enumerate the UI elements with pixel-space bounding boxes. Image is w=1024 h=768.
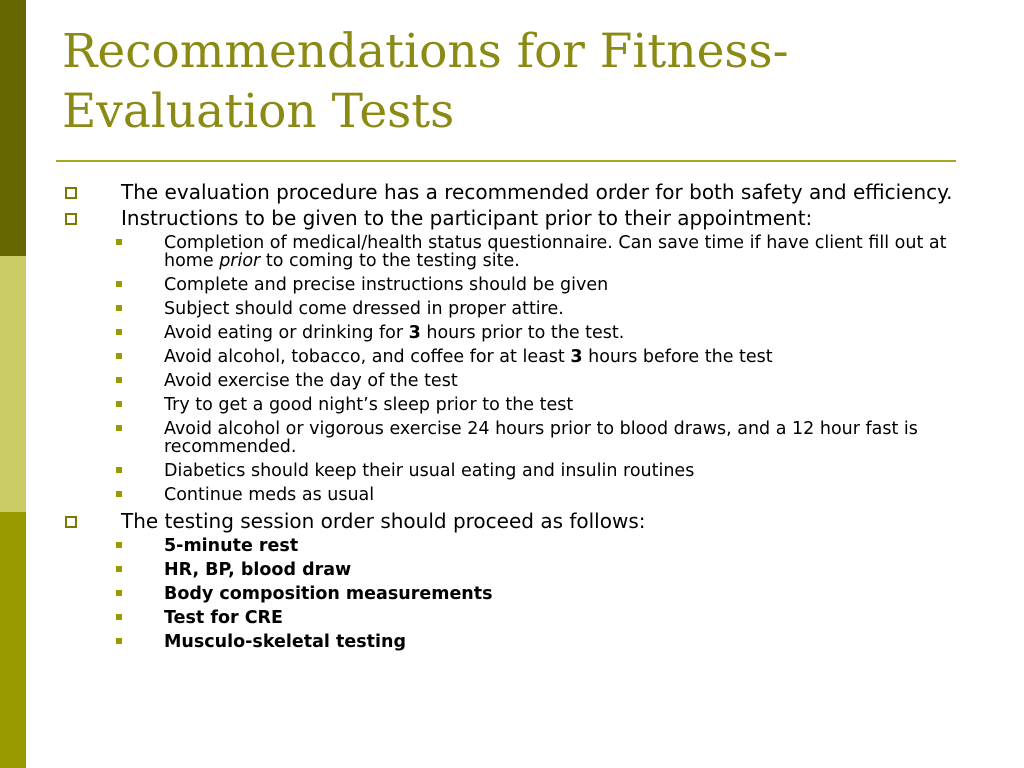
square-bullet-icon [116, 614, 122, 620]
sub-item-sleep [62, 396, 962, 414]
left-band-light [0, 256, 26, 512]
sub-text: to coming to the testing site. [260, 251, 520, 271]
left-band-dark [0, 0, 26, 256]
sub-item-alcohol [62, 348, 962, 366]
square-bullet-icon [116, 305, 122, 311]
square-bullet-icon [116, 353, 122, 359]
bullet-order-note [62, 181, 962, 203]
sub-text: Musculo-skeletal testing [164, 632, 406, 652]
square-bullet-icon [116, 542, 122, 548]
sub-text: hours before the test [582, 347, 773, 367]
sub-text: 5-minute rest [164, 536, 299, 556]
sub-text: Subject should come dressed in proper attire. [164, 299, 564, 319]
hollow-square-bullet-icon [65, 516, 77, 528]
bullet-session-order [62, 510, 962, 532]
sub-item-meds [62, 486, 962, 504]
sub-item-diabetics [62, 462, 962, 480]
sub-item-blood-draw [62, 420, 962, 456]
sub-text: HR, BP, blood draw [164, 560, 352, 580]
title-line-2: Evaluation Tests [62, 84, 455, 139]
bullet-text: The testing session order should proceed as follows: [121, 509, 646, 533]
bullet-text: The evaluation procedure has a recommended order for both safety and efficiency. [121, 180, 953, 204]
order-item-hr-bp [62, 561, 962, 579]
sub-text: hours prior to the test. [420, 323, 625, 343]
sub-text-bold: 3 [570, 347, 583, 367]
sub-item-questionnaire [62, 234, 962, 270]
sub-text: Try to get a good night’s sleep prior to the test [164, 395, 574, 415]
square-bullet-icon [116, 590, 122, 596]
left-band-mid [0, 512, 26, 768]
sub-text: Avoid exercise the day of the test [164, 371, 458, 391]
order-item-cre [62, 609, 962, 627]
order-item-rest [62, 537, 962, 555]
bullet-instructions [62, 207, 962, 229]
slide-body [62, 181, 962, 657]
title-line-1: Recommendations for Fitness- [62, 24, 789, 79]
square-bullet-icon [116, 638, 122, 644]
sub-text: Completion of medical/health status questionnaire. Can save time if have client fill out at home [164, 233, 947, 271]
sub-text: Avoid alcohol, tobacco, and coffee for at least [164, 347, 571, 367]
hollow-square-bullet-icon [65, 213, 77, 225]
square-bullet-icon [116, 377, 122, 383]
square-bullet-icon [116, 329, 122, 335]
sub-text-bold: 3 [408, 323, 421, 343]
sub-item-instructions [62, 276, 962, 294]
square-bullet-icon [116, 401, 122, 407]
hollow-square-bullet-icon [65, 187, 77, 199]
sub-text-italic: prior [219, 251, 261, 271]
square-bullet-icon [116, 491, 122, 497]
sub-item-attire [62, 300, 962, 318]
square-bullet-icon [116, 566, 122, 572]
order-item-body-composition [62, 585, 962, 603]
sub-text: Test for CRE [164, 608, 283, 628]
square-bullet-icon [116, 281, 122, 287]
sub-text: Avoid eating or drinking for [164, 323, 409, 343]
title-divider [56, 160, 956, 162]
order-item-musculo-skeletal [62, 633, 962, 651]
square-bullet-icon [116, 239, 122, 245]
sub-text: Continue meds as usual [164, 485, 375, 505]
square-bullet-icon [116, 467, 122, 473]
sub-text: Complete and precise instructions should be given [164, 275, 609, 295]
square-bullet-icon [116, 425, 122, 431]
sub-item-exercise [62, 372, 962, 390]
sub-text: Diabetics should keep their usual eating and insulin routines [164, 461, 695, 481]
sub-item-eating [62, 324, 962, 342]
sub-text: Body composition measurements [164, 584, 493, 604]
bullet-text: Instructions to be given to the participant prior to their appointment: [121, 206, 813, 230]
slide-title [62, 22, 962, 142]
sub-text: Avoid alcohol or vigorous exercise 24 hours prior to blood draws, and a 12 hour fast is recommended. [164, 419, 918, 457]
